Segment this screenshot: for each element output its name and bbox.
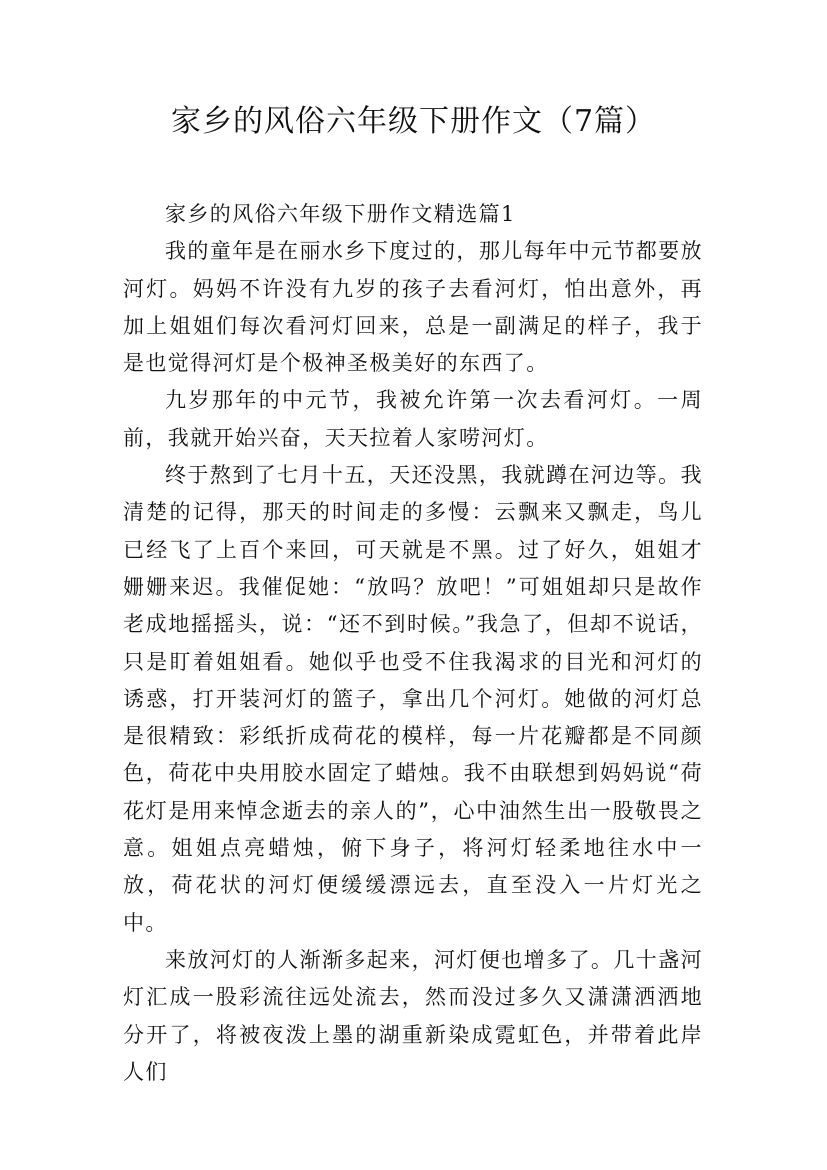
- document-title: 家乡的风俗六年级下册作文（7篇）: [170, 104, 657, 139]
- paragraph: 终于熬到了七月十五，天还没黑，我就蹲在河边等。我清楚的记得，那天的时间走的多慢：云飘来又飘走，鸟儿已经飞了上百个来回，可天就是不黑。过了好久，姐姐才姗姗来迟。我催促她：“放吗？放吧！”可姐姐却只是故作老成地摇摇头，说：“还不到时候。”我急了，但却不说话，只是盯着姐姐看。她似乎也受不住我渴求的目光和河灯的诱惑，打开装河灯的篮子，拿出几个河灯。她做的河灯总是很精致：彩纸折成荷花的模样，每一片花瓣都是不同颜色，荷花中央用胶水固定了蜡烛。我不由联想到妈妈说“荷花灯是用来悼念逝去的亲人的”，心中油然生出一股敬畏之意。姐姐点亮蜡烛，俯下身子，将河灯轻柔地往水中一放，荷花状的河灯便缓缓漂远去，直至没入一片灯光之中。: [123, 463, 703, 935]
- paragraph: 我的童年是在丽水乡下度过的，那儿每年中元节都要放河灯。妈妈不许没有九岁的孩子去看河灯，怕出意外，再加上姐姐们每次看河灯回来，总是一副满足的样子，我于是也觉得河灯是个极神圣极美好的东西了。: [123, 239, 703, 376]
- paragraph: 九岁那年的中元节，我被允许第一次去看河灯。一周前，我就开始兴奋，天天拉着人家唠河灯。: [123, 388, 703, 450]
- section-heading: 家乡的风俗六年级下册作文精选篇1: [165, 202, 516, 226]
- paragraph: 来放河灯的人渐渐多起来，河灯便也增多了。几十盏河灯汇成一股彩流往远处流去，然而没过多久又潇潇洒洒地分开了，将被夜泼上墨的湖重新染成霓虹色，并带着此岸人们: [123, 947, 703, 1084]
- document-body: [123, 196, 703, 1091]
